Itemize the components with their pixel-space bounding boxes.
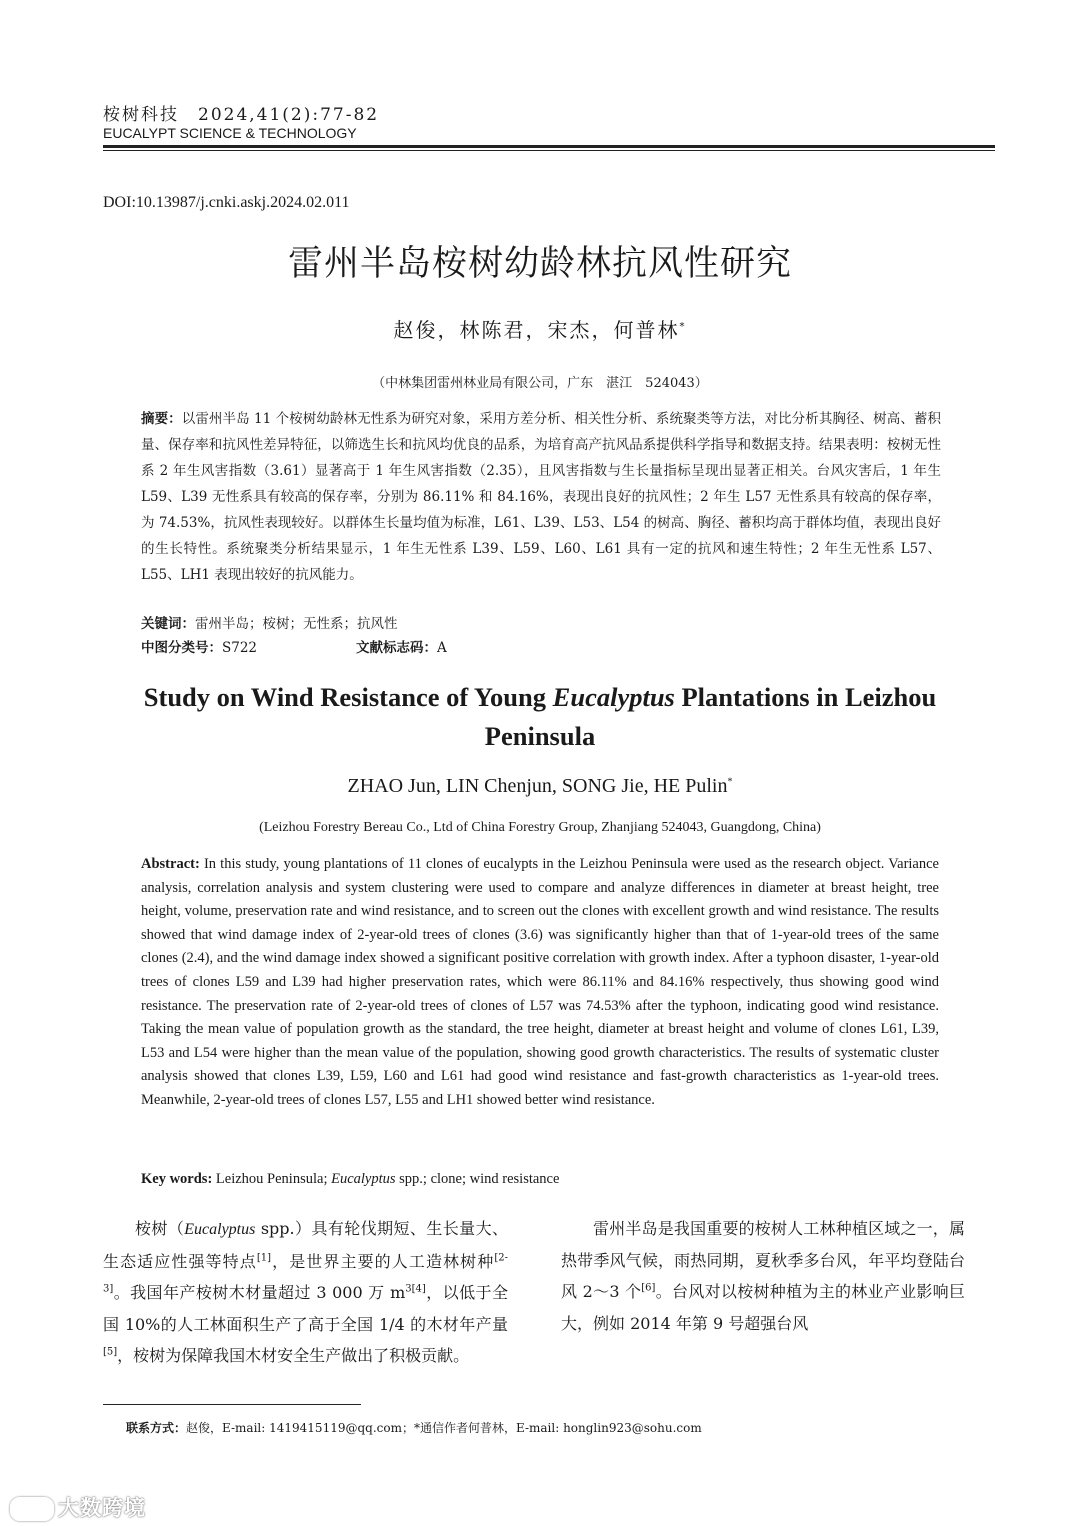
abstract-cn bbox=[141, 406, 941, 588]
document-code-cn bbox=[356, 636, 447, 656]
corresponding-mark-en: * bbox=[727, 776, 733, 788]
affiliation-cn: （中林集团雷州林业局有限公司，广东 湛江 524043） bbox=[372, 376, 708, 391]
p1-italic: Eucalyptus bbox=[184, 1221, 256, 1238]
p1-c: ，是世界主要的人工造林树种 bbox=[271, 1251, 495, 1271]
header-rule-thick bbox=[103, 145, 995, 148]
authors-cn-text: 赵俊，林陈君，宋杰，何普林 bbox=[393, 318, 680, 342]
p1-e: ，以低于全国 10%的人工林面积生产了高于全国 1/4 的木材年产量 bbox=[103, 1283, 508, 1334]
citation-6[interactable]: [6] bbox=[641, 1282, 656, 1294]
keywords-en-part2: spp.; clone; wind resistance bbox=[395, 1171, 560, 1187]
body-column-right bbox=[561, 1213, 965, 1339]
p1-b: spp.）具有轮伐期短、生长量大、生态适应性强等特点 bbox=[103, 1219, 508, 1271]
keywords-cn bbox=[141, 612, 398, 632]
document-code-value: A bbox=[437, 640, 447, 656]
journal-name-en: EUCALYPT SCIENCE & TECHNOLOGY bbox=[103, 125, 357, 141]
keywords-en-italic: Eucalyptus bbox=[331, 1171, 396, 1187]
abstract-en-label: Abstract: bbox=[141, 856, 200, 872]
citation-1[interactable]: [1] bbox=[256, 1252, 272, 1264]
title-en-italic: Eucalyptus bbox=[552, 682, 675, 712]
title-en-part2: Plantations in Leizhou Peninsula bbox=[484, 682, 937, 751]
authors-en-text: ZHAO Jun, LIN Chenjun, SONG Jie, HE Pulin bbox=[347, 775, 728, 797]
citation-5[interactable]: [5] bbox=[103, 1346, 118, 1358]
abstract-cn-label: 摘要： bbox=[141, 411, 182, 427]
classification-label: 中图分类号： bbox=[141, 640, 222, 656]
footnote-text: 赵俊，E-mail: 1419415119@qq.com；*通信作者何普林，E-mail: honglin923@sohu.com bbox=[186, 1421, 702, 1435]
p1-a: 桉树（ bbox=[135, 1219, 185, 1238]
title-cn: 雷州半岛桉树幼龄林抗风性研究 bbox=[287, 244, 792, 284]
p2-b: 。台风对以桉树种植为主的林业产业影响巨大，例如 2014 年第 9 号超强台风 bbox=[561, 1282, 965, 1333]
abstract-en bbox=[141, 853, 939, 1113]
keywords-en-label: Key words: bbox=[141, 1171, 213, 1187]
footnote bbox=[126, 1419, 702, 1436]
keywords-cn-text: 雷州半岛；桉树；无性系；抗风性 bbox=[195, 616, 398, 632]
footnote-label: 联系方式： bbox=[126, 1421, 187, 1435]
unit-cube-superscript: 3 bbox=[405, 1283, 412, 1295]
authors-cn bbox=[0, 314, 1080, 343]
p1-f: ，桉树为保障我国木材安全生产做出了积极贡献。 bbox=[117, 1346, 470, 1365]
abstract-en-text: In this study, young plantations of 11 clones of eucalypts in the Leizhou Peninsula were used as the research object. Variance analysis, correlation analysis and system clustering were used to compare and analyze differences in diameter at breast height, tree height, volume, preservation rate and wind resistance, and to screen out the clones with excellent growth and wind resistance. The results showed that wind damage index of 2-year-old trees of clones (3.6) was significantly higher than that of 1-year-old trees of the same clones (2.4), and the wind damage index showed a significant positive correlation with growth index. After a typhoon disaster, 1-year-old trees of clones L59 and L39 had higher preservation rates, which were 86.11% and 84.16% respectively, thus showing good wind resistance. The preservation rate of 2-year-old trees of clones of L57 was 74.53% after the typhoon, indicating good wind resistance. Taking the mean value of population growth as the standard, the tree height, diameter at breast height and volume of clones L61, L39, L53 and L54 were higher than the mean value of the population, showing good growth characteristics. The results of systematic cluster analysis showed that clones L39, L59, L60 and L61 had good wind resistance and fast-growth characteristics as 1-year-old trees. Meanwhile, 2-year-old trees of clones L57, L55 and LH1 showed better wind resistance. bbox=[141, 856, 939, 1108]
citation-2-3[interactable]: [2-3] bbox=[103, 1252, 508, 1295]
keywords-cn-label: 关键词： bbox=[141, 616, 195, 632]
affiliation-en: (Leizhou Forestry Bereau Co., Ltd of China Forestry Group, Zhanjiang 524043, Guangdong, China) bbox=[259, 820, 821, 835]
title-en-part1: Study on Wind Resistance of Young bbox=[143, 682, 553, 712]
classification-value: S722 bbox=[222, 640, 258, 656]
doi[interactable]: DOI:10.13987/j.cnki.askj.2024.02.011 bbox=[103, 194, 350, 211]
citation-4[interactable]: [4] bbox=[411, 1283, 426, 1295]
body-paragraph-1 bbox=[103, 1213, 508, 1372]
authors-en bbox=[0, 775, 1080, 798]
watermark-logo-icon bbox=[10, 1497, 54, 1521]
document-code-label: 文献标志码： bbox=[356, 640, 437, 656]
watermark bbox=[10, 1492, 146, 1522]
footnote-rule bbox=[103, 1404, 361, 1405]
p1-d: 。我国年产桉树木材量超过 3 000 万 m bbox=[113, 1283, 406, 1302]
keywords-en bbox=[141, 1171, 559, 1188]
journal-name-cn: 桉树科技 2024,41(2):77-82 bbox=[103, 105, 380, 125]
title-en bbox=[140, 678, 940, 756]
abstract-cn-text: 以雷州半岛 11 个桉树幼龄林无性系为研究对象，采用方差分析、相关性分析、系统聚类等方法，对比分析其胸径、树高、蓄积量、保存率和抗风性差异特征，以筛选生长和抗风均优良的品系，为培育高产抗风品系提供科学指导和数据支持。结果表明：桉树无性系 2 年生风害指数（3.61）显著高于 1 年生风害指数（2.35），且风害指数与生长量指标呈现出显著正相关。台风灾害后，1 年生 L59、L39 无性系具有较高的保存率，分别为 86.11% 和 84.16%，表现出良好的抗风性；2 年生 L57 无性系具有较高的保存率，为 74.53%，抗风性表现较好。以群体生长量均值为标准，L61、L39、L53、L54 的树高、胸径、蓄积均高于群体均值，表现出良好的生长特性。系统聚类分析结果显示，1 年生无性系 L39、L59、L60、L61 具有一定的抗风和速生特性；2 年生无性系 L57、L55、LH1 表现出较好的抗风能力。 bbox=[141, 411, 941, 583]
p2-a: 雷州半岛是我国重要的桉树人工林种植区域之一，属热带季风气候，雨热同期，夏秋季多台风，年平均登陆台风 2～3 个 bbox=[561, 1219, 965, 1301]
header-rule-thin bbox=[103, 150, 995, 151]
body-paragraph-2 bbox=[561, 1213, 965, 1339]
keywords-en-part1: Leizhou Peninsula; bbox=[212, 1171, 332, 1187]
corresponding-mark-cn: * bbox=[679, 321, 687, 333]
watermark-text: 大数跨境 bbox=[58, 1496, 146, 1520]
body-column-left bbox=[103, 1213, 508, 1372]
classification-cn bbox=[141, 636, 257, 656]
